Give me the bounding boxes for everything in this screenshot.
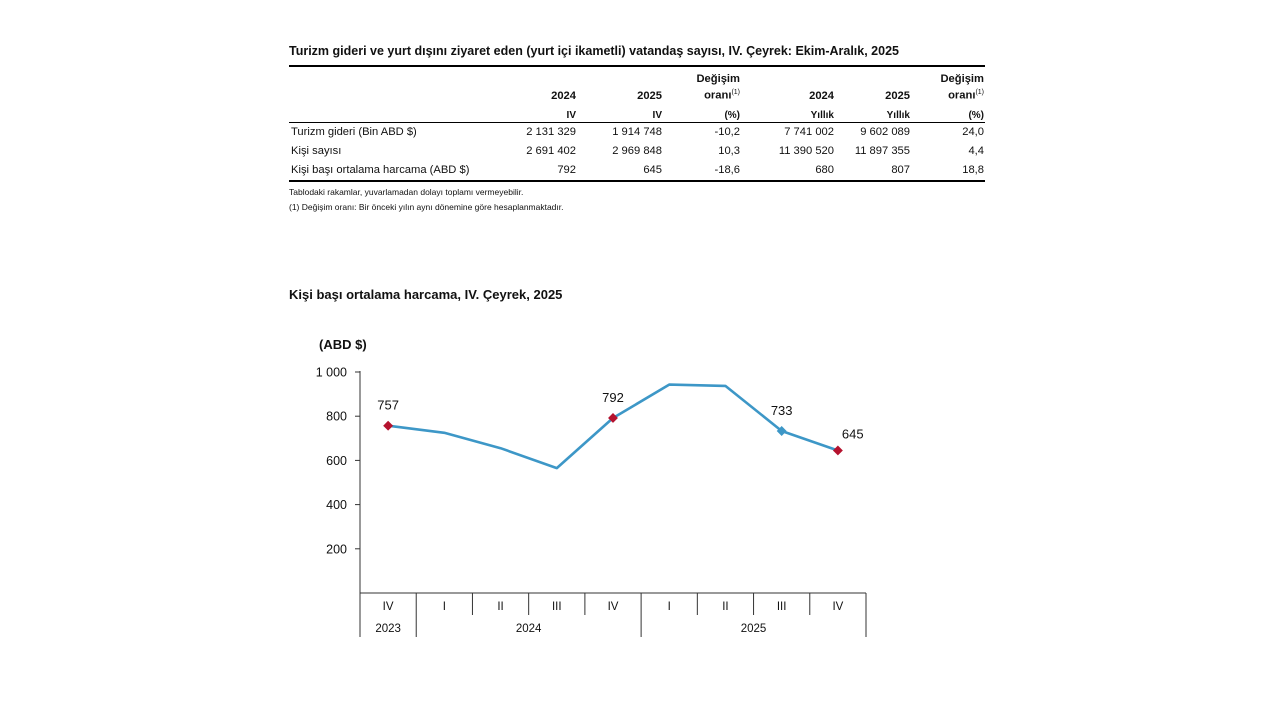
data-label: 645	[841, 426, 864, 442]
table-cell: 7 741 002	[784, 126, 834, 138]
row-label: Kişi başı ortalama harcama (ABD $)	[289, 161, 505, 181]
table-subheader-row	[289, 104, 985, 123]
table-notes	[289, 185, 985, 215]
table-row	[289, 142, 985, 161]
y-tick-label: 600	[326, 453, 347, 468]
chart-title: Kişi başı ortalama harcama, IV. Çeyrek, 2025	[289, 287, 563, 302]
table-cell: 2 691 402	[526, 145, 576, 157]
row-label: Kişi sayısı	[291, 145, 342, 157]
table-cell: 645	[577, 161, 663, 181]
x-tick-label: III	[776, 601, 787, 613]
footnote-marker: (1)	[975, 89, 984, 97]
x-tick-label: I	[442, 601, 446, 613]
subheader-cell: IV	[577, 104, 663, 123]
data-point-marker	[383, 421, 393, 431]
y-axis-label: (ABD $)	[319, 337, 367, 352]
footnote-marker: (1)	[731, 89, 740, 97]
y-tick-label: 200	[326, 542, 347, 557]
x-tick-label: IV	[832, 601, 844, 613]
header-change-text: Değişim oranı	[696, 73, 740, 102]
x-tick-label: II	[722, 601, 729, 613]
table-note: Tablodaki rakamlar, yuvarlamadan dolayı toplamı vermeyebilir.	[289, 187, 524, 197]
summary-table	[289, 65, 985, 182]
table-cell: 18,8	[911, 161, 985, 181]
table-cell: 1 914 748	[612, 126, 662, 138]
x-tick-label: III	[551, 601, 562, 613]
table-cell: 4,4	[968, 145, 984, 157]
header-cell: 2025	[835, 66, 911, 104]
table-cell: -10,2	[714, 126, 740, 138]
data-label: 757	[377, 397, 399, 413]
subheader-cell: Yıllık	[741, 104, 835, 123]
table-cell: 9 602 089	[860, 126, 910, 138]
header-change-text: Değişim oranı	[940, 73, 984, 102]
header-cell: 2025	[577, 66, 663, 104]
header-cell: 2024	[741, 66, 835, 104]
table-row	[289, 123, 985, 143]
data-point-marker	[833, 446, 843, 456]
header-cell-change	[663, 66, 741, 104]
year-group-label: 2025	[740, 623, 767, 635]
table-header-row	[289, 66, 985, 104]
table-cell: 24,0	[962, 126, 984, 138]
y-tick-label: 1 000	[315, 365, 347, 380]
table-cell: 11 897 355	[854, 145, 910, 157]
subheader-cell	[289, 104, 505, 123]
year-group-label: 2024	[515, 623, 542, 635]
table-cell: 807	[835, 161, 911, 181]
data-label: 733	[770, 403, 793, 419]
table-cell: 792	[505, 161, 577, 181]
table-cell: 10,3	[718, 145, 740, 157]
table-row	[289, 161, 985, 181]
x-tick-label: IV	[607, 601, 619, 613]
summary-table-block	[289, 44, 985, 215]
y-tick-label: 400	[326, 498, 347, 513]
row-label: Turizm gideri (Bin ABD $)	[291, 126, 417, 138]
year-group-label: 2023	[375, 623, 401, 635]
x-tick-label: I	[667, 601, 671, 613]
table-cell: -18,6	[663, 161, 741, 181]
header-cell	[289, 66, 505, 104]
line-chart	[280, 325, 900, 645]
subheader-cell: (%)	[911, 104, 985, 123]
header-cell-change	[911, 66, 985, 104]
table-cell: 680	[741, 161, 835, 181]
subheader-cell: Yıllık	[835, 104, 911, 123]
table-cell: 11 390 520	[778, 145, 834, 157]
x-tick-label: IV	[382, 601, 394, 613]
table-cell: 2 131 329	[526, 126, 576, 138]
data-label: 792	[602, 389, 624, 405]
table-title: Turizm gideri ve yurt dışını ziyaret eden (yurt içi ikametli) vatandaş sayısı, IV. Çeyrek: Ekim-Aralık, 2025	[289, 44, 899, 58]
table-note: (1) Değişim oranı: Bir önceki yılın aynı dönemine göre hesaplanmaktadır.	[289, 202, 564, 212]
subheader-cell: (%)	[663, 104, 741, 123]
header-cell: 2024	[505, 66, 577, 104]
y-tick-label: 800	[326, 409, 347, 424]
table-cell: 2 969 848	[612, 145, 662, 157]
subheader-cell: IV	[505, 104, 577, 123]
x-tick-label: II	[497, 601, 504, 613]
